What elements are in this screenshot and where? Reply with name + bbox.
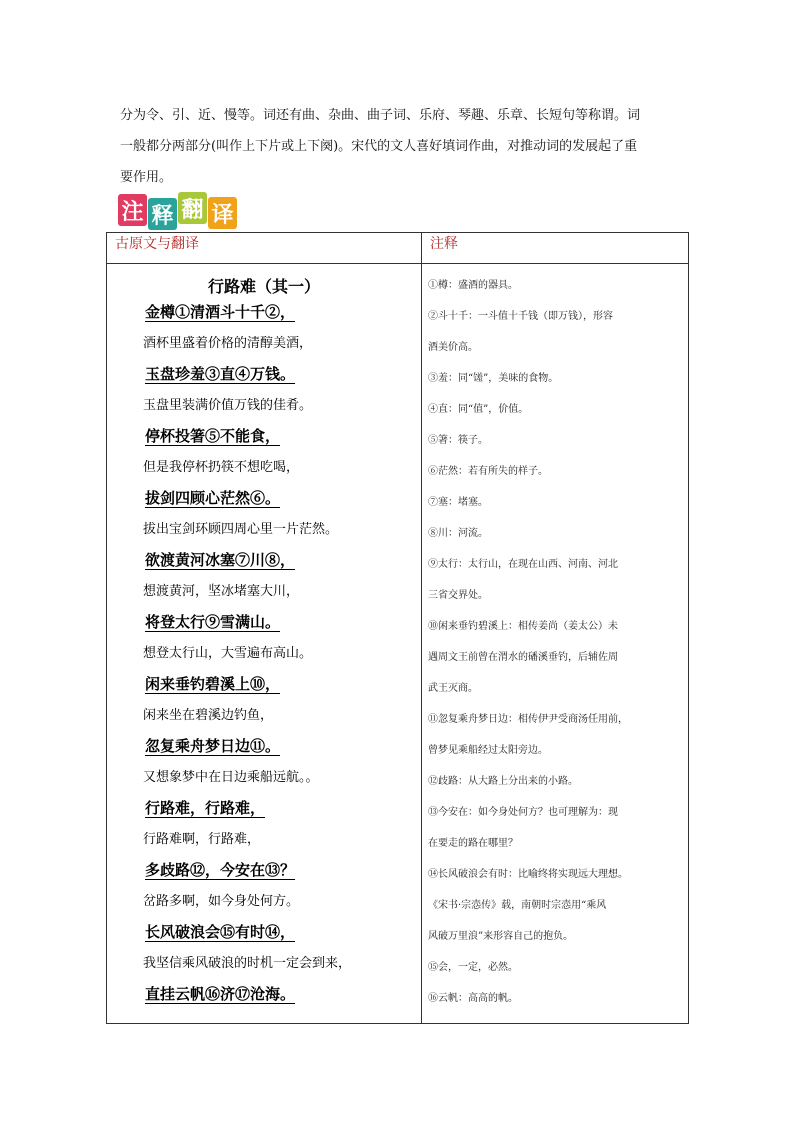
note-line: ⑦塞：堵塞。 [428,497,488,508]
note-line: ⑯云帆：高高的帆。 [428,993,518,1004]
note-line: 在要走的路在哪里？ [428,838,518,849]
note-line: ⑧川：河流。 [428,528,488,539]
translation-line: 玉盘里装满价值万钱的佳肴。 [143,398,313,413]
original-line: 欲渡黄河冰塞⑦川⑧， [145,551,296,569]
original-line: 拔剑四顾心茫然⑥。 [145,489,281,507]
translation-line: 想登太行山，大雪遍布高山。 [143,646,313,661]
original-line: 忽复乘舟梦日边⑪。 [145,737,281,755]
note-line: ①樽：盛酒的器具。 [428,280,518,291]
translation-line: 我坚信乘风破浪的时机一定会到来， [143,956,352,971]
banner-tile: 翻 [178,192,207,224]
banner-tile: 注 [118,194,147,226]
original-line: 金樽①清酒斗十千②， [145,303,296,321]
original-line: 行路难，行路难， [145,799,266,817]
poem-title: 行路难（其一） [207,277,320,296]
note-line: ⑬今安在：如今身处何方？也可理解为：现 [428,807,618,818]
translation-line: 拔出宝剑环顾四周心里一片茫然。 [143,522,339,537]
note-line: ⑮会，一定，必然。 [428,962,518,973]
section-banner [118,194,238,232]
poem-cell [107,264,422,1024]
column-header-notes: 注释 [422,233,689,264]
note-line: ⑥茫然：若有所失的样子。 [428,466,548,477]
annotation-table [106,232,689,1024]
poem-pair [145,483,421,545]
note-line: ⑤箸：筷子。 [428,435,488,446]
note-line: 武王灭商。 [428,683,478,694]
poem-pair [145,855,421,917]
notes-list [422,264,688,1014]
note-line: ⑫歧路：从大路上分出来的小路。 [428,776,578,787]
translation-line: 但是我停杯扔筷不想吃喝， [143,460,300,475]
translation-line: 岔路多啊，如今身处何方。 [143,894,300,909]
translation-line: 行路难啊，行路难， [143,832,261,847]
original-line: 多歧路⑫，今安在⑬？ [145,861,296,879]
intro-line: 要作用。 [120,170,173,185]
original-line: 直挂云帆⑯济⑰沧海。 [145,985,296,1003]
original-line: 闲来垂钓碧溪上⑩， [145,675,281,693]
notes-cell [422,264,689,1024]
poem-pair [145,793,421,855]
original-line: 玉盘珍羞③直④万钱。 [145,365,296,383]
note-line: ⑨太行：太行山，在现在山西、河南、河北 [428,559,618,570]
poem-pair [145,359,421,421]
intro-paragraph [120,100,690,193]
poem-pair [145,669,421,731]
note-line: 曾梦见乘船经过太阳旁边。 [428,745,548,756]
translation-line: 闲来坐在碧溪边钓鱼， [143,708,274,723]
poem-pair [145,917,421,979]
banner-tile: 译 [208,197,237,229]
note-line: ⑪忽复乘舟梦日边：相传伊尹受商汤任用前， [428,714,628,725]
intro-line: 分为令、引、近、慢等。词还有曲、杂曲、曲子词、乐府、琴趣、乐章、长短句等称谓。词 [120,108,641,123]
poem-pair [145,731,421,793]
translation-line: 又想象梦中在日边乘船远航。。 [143,770,319,785]
poem-pair [145,979,421,1010]
note-line: ②斗十千：一斗值十千钱（即万钱），形容 [428,311,613,322]
translation-line: 想渡黄河，坚冰堵塞大川， [143,584,300,599]
original-line: 停杯投箸⑤不能食， [145,427,281,445]
column-header-text: 古原文与翻译 [107,233,422,264]
intro-line: 一般都分两部分(叫作上下片或上下阕)。宋代的文人喜好填词作曲，对推动词的发展起了重 [120,139,638,154]
original-line: 长风破浪会⑮有时⑭， [145,923,296,941]
poem-pair [145,297,421,359]
original-line: 将登太行⑨雪满山。 [145,613,281,631]
translation-line: 酒杯里盛着价格的清醇美酒， [143,336,313,351]
note-line: ⑭长风破浪会有时：比喻终将实现远大理想。 [428,869,628,880]
note-line: ④直：同“值”，价值。 [428,404,529,415]
note-line: ⑩闲来垂钓碧溪上：相传姜尚（姜太公）未 [428,621,618,632]
banner-tile: 释 [148,198,177,230]
poem-pair [145,421,421,483]
poem-pair [145,545,421,607]
note-line: 风破万里浪”来形容自己的抱负。 [428,931,574,942]
poem-pair [145,607,421,669]
poem-lines [107,297,421,1010]
note-line: 酒美价高。 [428,342,478,353]
note-line: 《宋书·宗悫传》载，南朝时宗悫用“乘风 [428,900,607,911]
note-line: 三省交界处。 [428,590,488,601]
note-line: 遇周文王前曾在渭水的磻溪垂钓，后辅佐周 [428,652,618,663]
note-line: ③羞：同“馐”，美味的食物。 [428,373,559,384]
